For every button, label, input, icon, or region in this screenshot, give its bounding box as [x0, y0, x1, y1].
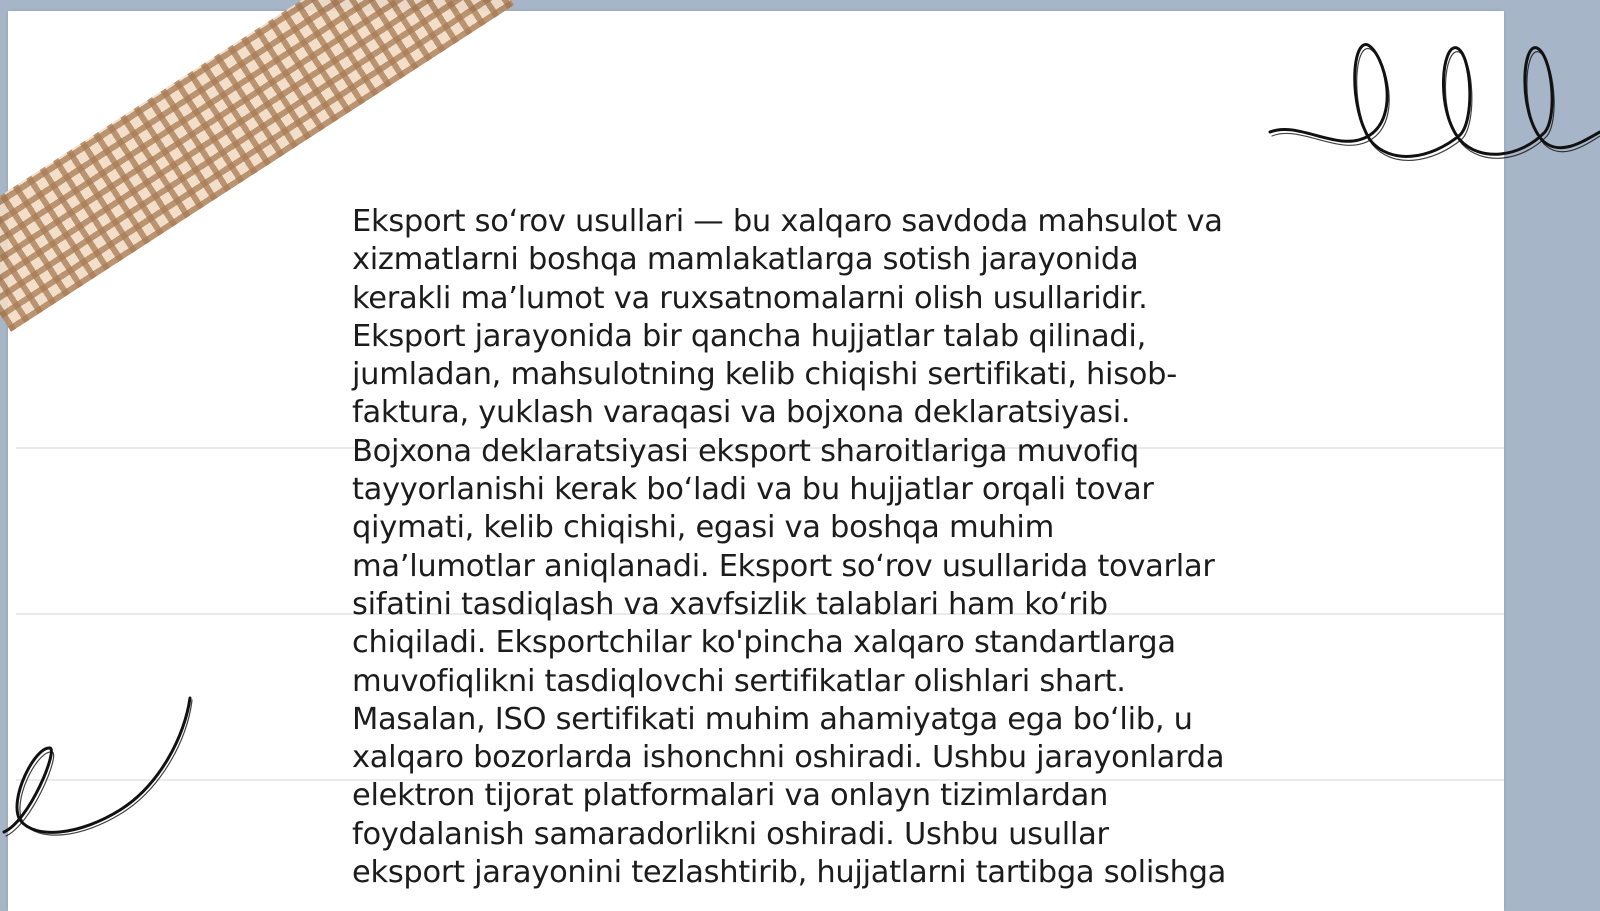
swirl-scribble-icon [0, 690, 200, 860]
loop-scribble-icon [1260, 20, 1600, 180]
body-paragraph: Eksport soʻrov usullari — bu xalqaro savdoda mahsulot va xizmatlarni boshqa mamlakatlarga sotish jarayonida kerakli maʼlumot va ruxsatnomalarni olish usullaridir. Eksport jarayonida bir qancha hujjatlar talab qilinadi, jumladan, mahsulotning kelib chiqishi sertifikati, hisob- faktura, yuklash varaqasi va bojxona deklaratsiyasi. Bojxona deklaratsiyasi eksport sharoitlariga muvofiq tayyorlanishi kerak boʻladi va bu hujjatlar orqali tovar qiymati, kelib chiqishi, egasi va boshqa muhim maʼlumotlar aniqlanadi. Eksport soʻrov usullarida tovarlar sifatini tasdiqlash va xavfsizlik talablari ham koʻrib chiqiladi. Eksportchilar ko'pincha xalqaro standartlarga muvofiqlikni tasdiqlovchi sertifikatlar olishlari shart. Masalan, ISO sertifikati muhim ahamiyatga ega boʻlib, u xalqaro bozorlarda ishonchni oshiradi. Ushbu jarayonlarda elektron tijorat platformalari va onlayn tizimlardan foydalanish samaradorlikni oshiradi. Ushbu usullar eksport jarayonini tezlashtirib, hujjatlarni tartibga solishga [352, 204, 1227, 891]
